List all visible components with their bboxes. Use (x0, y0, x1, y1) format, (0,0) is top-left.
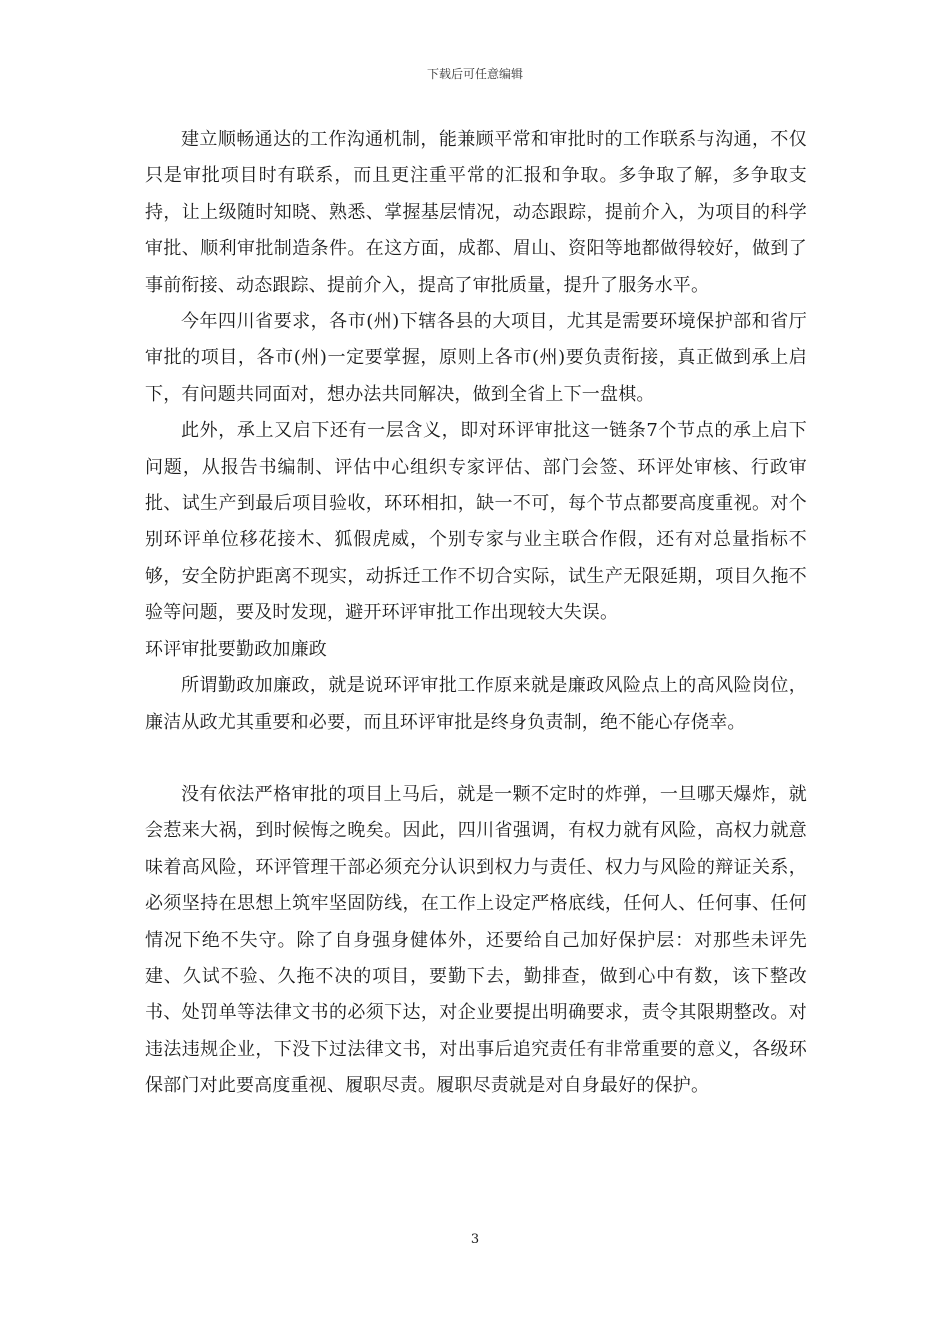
paragraph: 今年四川省要求，各市(州)下辖各县的大项目，尤其是需要环境保护部和省厅审批的项目，各市(州)一定要掌握，原则上各市(州)要负责衔接，真正做到承上启下，有问题共同面对，想办法共同解决，做到全省上下一盘棋。 (145, 311, 807, 405)
page-number: 3 (470, 1232, 480, 1247)
document-body (145, 122, 807, 1105)
paragraph: 建立顺畅通达的工作沟通机制，能兼顾平常和审批时的工作联系与沟通，不仅只是审批项目时有联系，而且更注重平常的汇报和争取。多争取了解，多争取支持，让上级随时知晓、熟悉、掌握基层情况，动态跟踪，提前介入，为项目的科学审批、顺利审批制造条件。在这方面，成都、眉山、资阳等地都做得较好，做到了事前衔接、动态跟踪、提前介入，提高了审批质量，提升了服务水平。 (145, 129, 807, 296)
section-heading: 环评审批要勤政加廉政 (145, 638, 327, 660)
page-header: 下载后可任意编辑 (426, 67, 523, 81)
paragraph: 此外，承上又启下还有一层含义，即对环评审批这一链条7个节点的承上启下问题，从报告书编制、评估中心组织专家评估、部门会签、环评处审核、行政审批、试生产到最后项目验收，环环相扣，缺一不可，每个节点都要高度重视。对个别环评单位移花接木、狐假虎威，个别专家与业主联合作假，还有对总量指标不够，安全防护距离不现实，动拆迁工作不切合实际，试生产无限延期，项目久拖不验等问题，要及时发现，避开环评审批工作出现较大失误。 (145, 420, 807, 624)
paragraph: 所谓勤政加廉政，就是说环评审批工作原来就是廉政风险点上的高风险岗位，廉洁从政尤其重要和必要，而且环评审批是终身负责制，绝不能心存侥幸。 (145, 675, 807, 733)
paragraph: 没有依法严格审批的项目上马后，就是一颗不定时的炸弹，一旦哪天爆炸，就会惹来大祸，到时候悔之晚矣。因此，四川省强调，有权力就有风险，高权力就意味着高风险，环评管理干部必须充分认识到权力与责任、权力与风险的辩证关系，必须坚持在思想上筑牢坚固防线，在工作上设定严格底线，任何人、任何事、任何情况下绝不失守。除了自身强身健体外，还要给自己加好保护层：对那些未评先建、久试不验、久拖不决的项目，要勤下去，勤排查，做到心中有数，该下整改书、处罚单等法律文书的必须下达，对企业要提出明确要求，责令其限期整改。对违法违规企业，下没下过法律文书，对出事后追究责任有非常重要的意义，各级环保部门对此要高度重视、履职尽责。履职尽责就是对自身最好的保护。 (145, 783, 807, 1097)
